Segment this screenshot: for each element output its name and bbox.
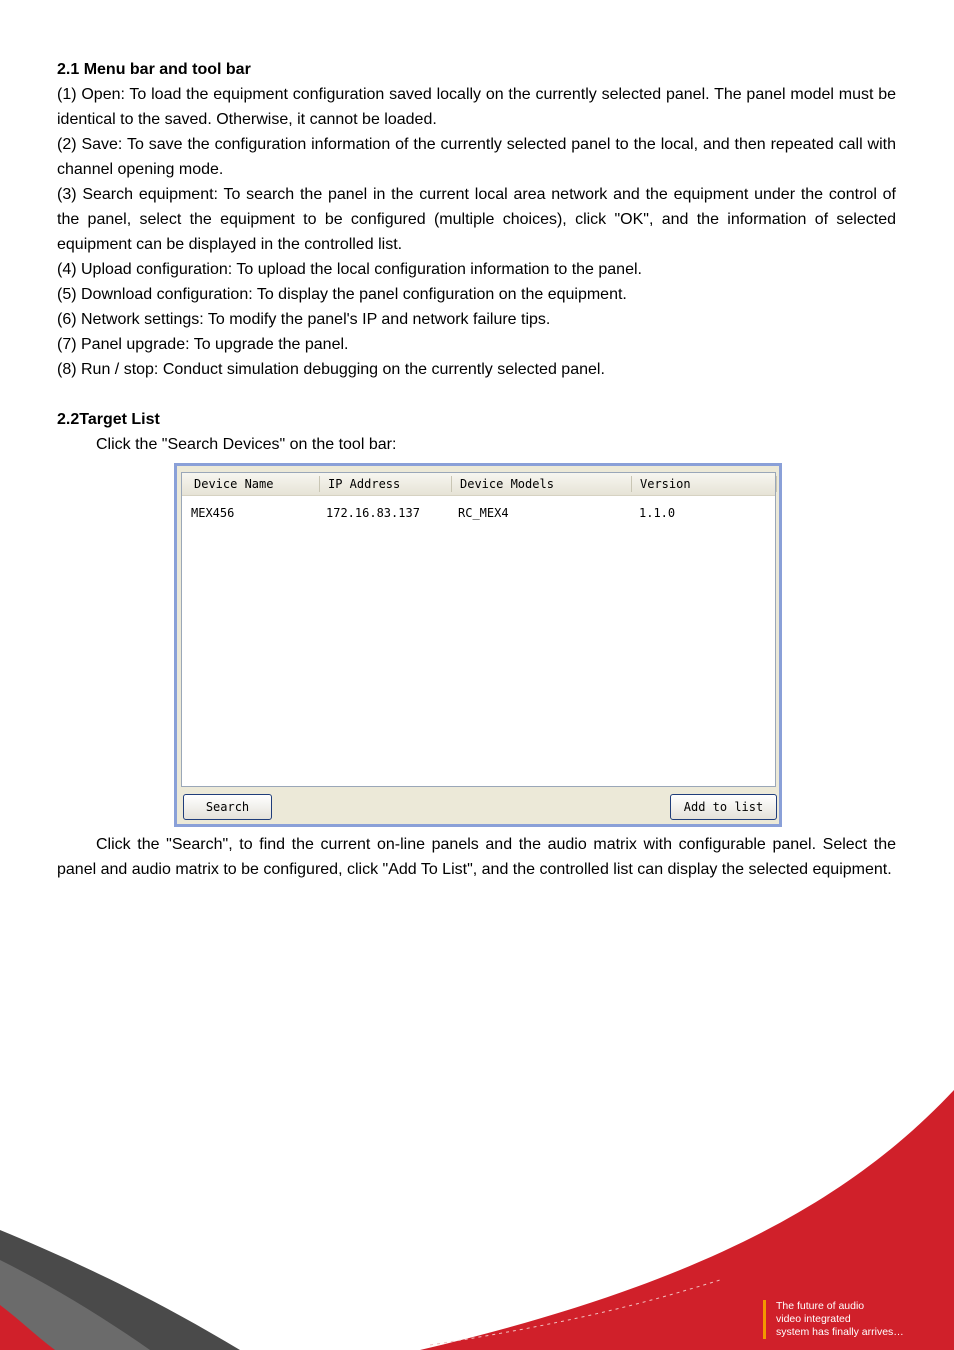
- list-item: (5) Download configuration: To display the panel configuration on the equipment.: [57, 286, 627, 303]
- tagline-line: video integrated: [776, 1313, 851, 1325]
- section-menu-bar: [57, 57, 896, 382]
- list-item: (3) Search equipment: To search the panel in the current local area network and the equipment under the control of the panel, select the equipment to be configured (multiple choices), click "OK", and the information of selected equipment can be displayed in the controlled list.: [57, 186, 896, 253]
- section-target-list: [57, 407, 896, 457]
- intro-text: Click the "Search Devices" on the tool bar:: [96, 436, 397, 453]
- column-header-ip-address[interactable]: IP Address: [320, 476, 452, 492]
- cell-device-name: MEX456: [191, 506, 235, 520]
- cell-ip-address: 172.16.83.137: [326, 506, 420, 520]
- list-item: (2) Save: To save the configuration information of the currently selected panel to the local, and then repeated call with channel opening mode.: [57, 136, 896, 178]
- cell-device-model: RC_MEX4: [458, 506, 509, 520]
- cell-version: 1.1.0: [639, 506, 676, 520]
- add-to-list-button[interactable]: Add to list: [670, 794, 777, 820]
- column-header-version[interactable]: Version: [632, 476, 777, 492]
- search-button[interactable]: Search: [183, 794, 272, 820]
- tagline-line: system has finally arrives…: [776, 1326, 904, 1338]
- list-item: (4) Upload configuration: To upload the local configuration information to the panel.: [57, 261, 642, 278]
- section-heading: 2.2Target List: [57, 411, 160, 428]
- list-item: (6) Network settings: To modify the panel's IP and network failure tips.: [57, 311, 551, 328]
- section-explanation: [57, 832, 896, 882]
- list-item: (7) Panel upgrade: To upgrade the panel.: [57, 336, 349, 353]
- list-item: (1) Open: To load the equipment configuration saved locally on the currently selected panel. The panel model must be identical to the saved. Otherwise, it cannot be loaded.: [57, 86, 896, 128]
- column-header-device-models[interactable]: Device Models: [452, 476, 632, 492]
- explanation-text: Click the "Search", to find the current on-line panels and the audio matrix with configurable panel. Select the panel and audio matrix to be configured, click "Add To List", and the controlled list can display the selected equipment.: [57, 836, 896, 878]
- list-header: [182, 473, 775, 496]
- section-heading: 2.1 Menu bar and tool bar: [57, 61, 251, 78]
- footer-tagline: [763, 1300, 904, 1339]
- tagline-line: The future of audio: [776, 1300, 865, 1312]
- list-item: (8) Run / stop: Conduct simulation debugging on the currently selected panel.: [57, 361, 605, 378]
- column-header-device-name[interactable]: Device Name: [186, 476, 320, 492]
- table-row[interactable]: [182, 504, 775, 522]
- device-list[interactable]: [181, 472, 776, 787]
- search-devices-dialog: [174, 463, 782, 827]
